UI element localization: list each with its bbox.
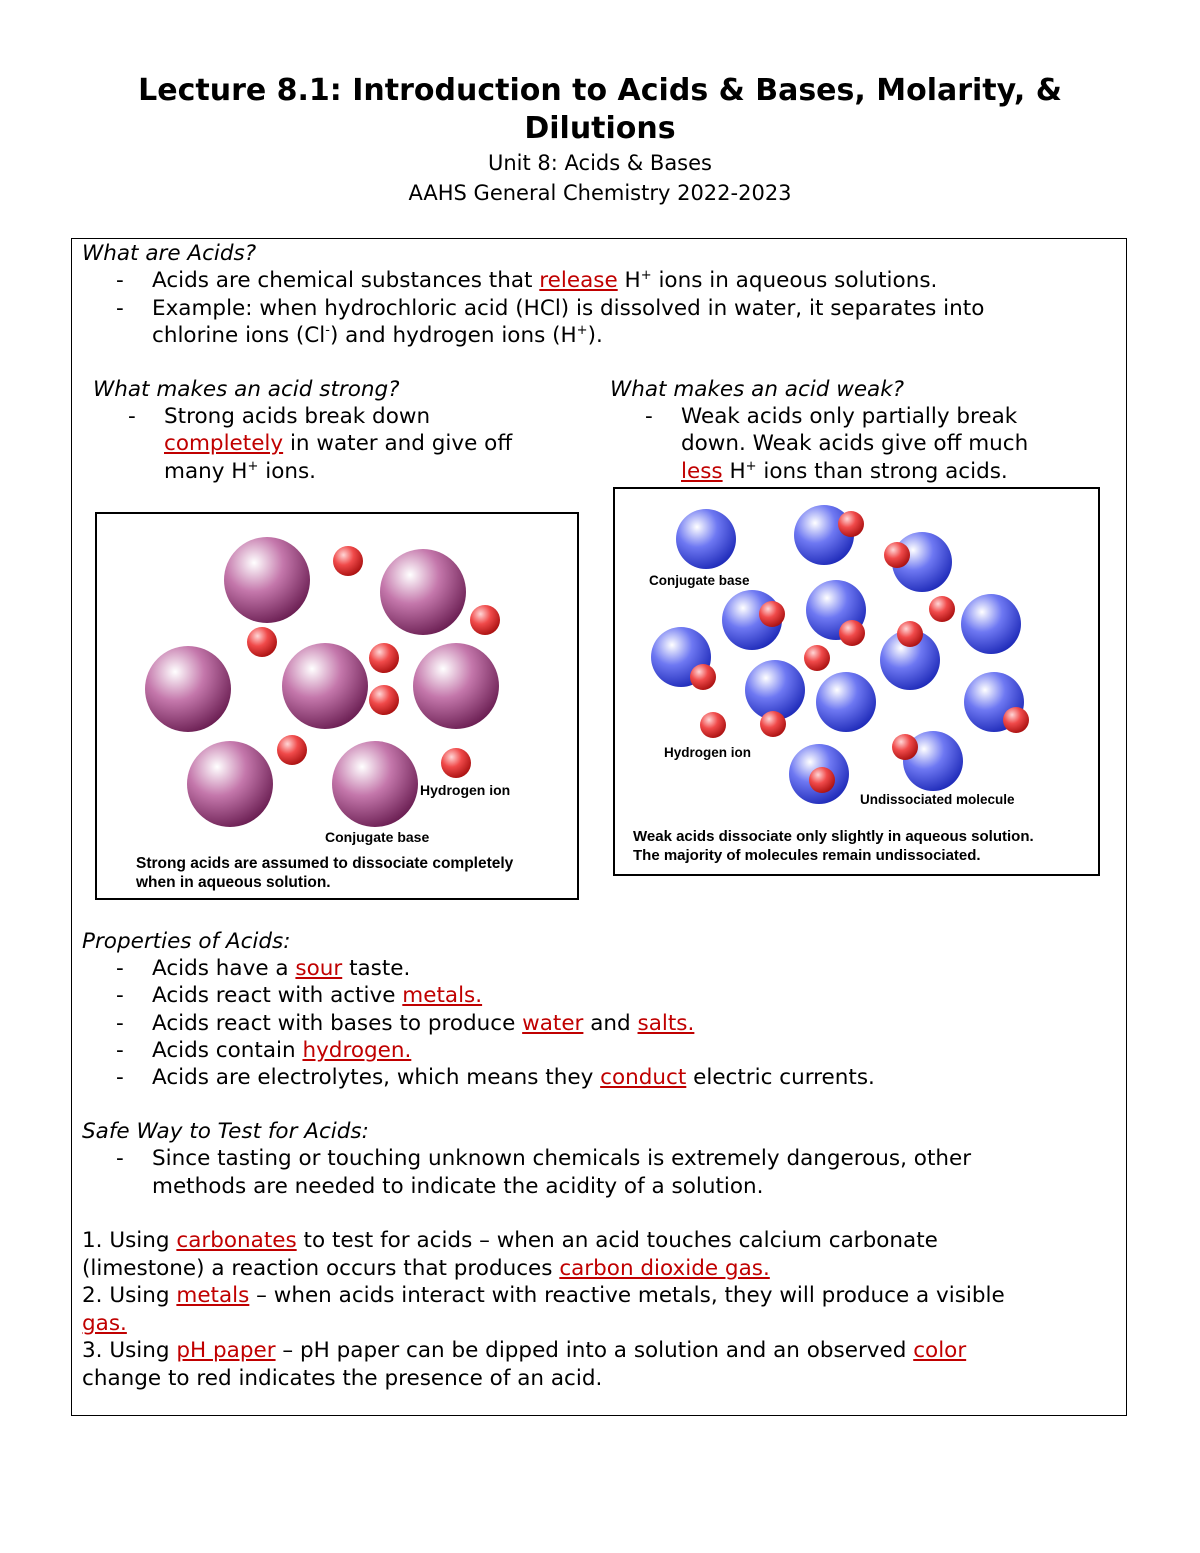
- weak-label-undissociated: Undissociated molecule: [860, 792, 1015, 807]
- safe-heading: Safe Way to Test for Acids:: [82, 1119, 369, 1144]
- bullet-dash: -: [116, 983, 124, 1008]
- hydrogen-ion-ball: [1003, 707, 1029, 733]
- hydrogen-ion-ball: [884, 542, 910, 568]
- blank-salts: salts.: [637, 1011, 695, 1036]
- hydrogen-ion-ball: [247, 627, 277, 657]
- strong-caption-1: Strong acids are assumed to dissociate completely: [136, 855, 514, 872]
- weak-line-3: less H+ ions than strong acids.: [681, 458, 1008, 484]
- unit-subtitle: Unit 8: Acids & Bases: [488, 151, 712, 175]
- method-2-line-2: [82, 1310, 127, 1337]
- hydrogen-ion-ball: [804, 645, 830, 671]
- conjugate-base-ball: [413, 643, 499, 729]
- weak-line-2: down. Weak acids give off much: [681, 431, 1029, 456]
- blank-carbonates: carbonates: [176, 1228, 297, 1253]
- blank-color: color: [913, 1338, 967, 1363]
- strong-heading: What makes an acid strong?: [93, 377, 400, 402]
- conjugate-base-ball: [380, 549, 466, 635]
- bullet-dash: -: [116, 1011, 124, 1036]
- acids-bullet-2-line-1: Example: when hydrochloric acid (HCl) is dissolved in water, it separates into: [152, 296, 985, 321]
- hydrogen-ion-ball: [369, 685, 399, 715]
- bullet-dash: -: [116, 268, 124, 293]
- acids-bullet-2-line-2: chlorine ions (Cl-) and hydrogen ions (H+).: [152, 322, 603, 348]
- blank-completely: completely: [164, 431, 284, 456]
- blank-gas: gas.: [82, 1311, 127, 1336]
- bullet-dash: -: [116, 296, 124, 321]
- strong-acid-figure: [95, 512, 579, 900]
- conjugate-base-ball: [187, 741, 273, 827]
- hydrogen-ion-ball: [929, 596, 955, 622]
- bullet-dash: -: [116, 1065, 124, 1090]
- bullet-dash: -: [116, 956, 124, 981]
- bullet-dash: -: [116, 1038, 124, 1063]
- weak-label-base: Conjugate base: [649, 573, 750, 588]
- conjugate-base-ball: [282, 643, 368, 729]
- properties-heading: Properties of Acids:: [82, 929, 291, 954]
- blank-release: release: [539, 268, 618, 293]
- method-3-line-2: change to red indicates the presence of an acid.: [82, 1366, 603, 1391]
- blank-metals: metals.: [402, 983, 483, 1008]
- weak-caption-1: Weak acids dissociate only slightly in aqueous solution.: [633, 828, 1034, 845]
- conjugate-base-ball: [961, 594, 1021, 654]
- method-1-line-2: (limestone) a reaction occurs that produces carbon dioxide gas.: [82, 1256, 770, 1281]
- strong-line-2: completely in water and give off: [164, 431, 513, 456]
- hydrogen-ion-ball: [700, 712, 726, 738]
- weak-heading: What makes an acid weak?: [610, 377, 905, 402]
- hydrogen-ion-ball: [897, 621, 923, 647]
- strong-line-3: many H+ ions.: [164, 458, 317, 484]
- hydrogen-ion-ball: [838, 511, 864, 537]
- bullet-dash: -: [116, 1146, 124, 1171]
- blank-water: water: [522, 1011, 584, 1036]
- strong-label-hydrogen: Hydrogen ion: [420, 782, 511, 798]
- blank-carbon-dioxide: carbon dioxide gas.: [559, 1256, 770, 1281]
- hydrogen-ion-ball: [333, 546, 363, 576]
- conjugate-base-ball: [224, 537, 310, 623]
- hydrogen-ion-ball: [892, 734, 918, 760]
- hydrogen-ion-ball: [470, 605, 500, 635]
- conjugate-base-ball: [332, 741, 418, 827]
- method-3-line-1: 3. Using pH paper – pH paper can be dipped into a solution and an observed color: [82, 1338, 967, 1363]
- safe-bullet-line-1: Since tasting or touching unknown chemicals is extremely dangerous, other: [152, 1146, 972, 1171]
- bullet-dash: -: [128, 404, 136, 429]
- conjugate-base-ball: [676, 509, 736, 569]
- undissociated-ball: [745, 660, 805, 720]
- hydrogen-ion-ball: [760, 711, 786, 737]
- weak-label-hydrogen: Hydrogen ion: [664, 745, 751, 760]
- weak-line-1: Weak acids only partially break: [681, 404, 1018, 429]
- blank-less: less: [681, 459, 723, 484]
- conjugate-base-ball: [145, 646, 231, 732]
- safe-bullet-line-2: methods are needed to indicate the acidity of a solution.: [152, 1174, 764, 1199]
- property-4: Acids contain hydrogen.: [152, 1038, 412, 1063]
- bullet-dash: -: [645, 404, 653, 429]
- hydrogen-ion-ball: [839, 620, 865, 646]
- property-1: Acids have a sour taste.: [152, 956, 411, 981]
- weak-acid-figure: [613, 487, 1100, 876]
- strong-acid-diagram: [97, 514, 577, 898]
- acids-heading: What are Acids?: [82, 241, 257, 266]
- conjugate-base-ball: [816, 672, 876, 732]
- method-2-line-1: 2. Using metals – when acids interact with reactive metals, they will produce a visible: [82, 1283, 1005, 1308]
- title-line-1: Lecture 8.1: Introduction to Acids & Bases, Molarity, &: [138, 73, 1062, 108]
- weak-acid-diagram: [615, 489, 1098, 874]
- strong-caption-2: when in aqueous solution.: [136, 874, 331, 891]
- title-line-2: Dilutions: [524, 111, 676, 146]
- blank-ph-paper: pH paper: [176, 1338, 276, 1363]
- acids-bullet-1: Acids are chemical substances that release H+ ions in aqueous solutions.: [152, 267, 938, 293]
- property-2: Acids react with active metals.: [152, 983, 483, 1008]
- blank-metals-2: metals: [176, 1283, 250, 1308]
- strong-line-1: Strong acids break down: [164, 404, 431, 429]
- hydrogen-ion-ball: [759, 601, 785, 627]
- blank-sour: sour: [295, 956, 343, 981]
- method-1-line-1: 1. Using carbonates to test for acids – when an acid touches calcium carbonate: [82, 1228, 938, 1253]
- hydrogen-ion-ball: [369, 643, 399, 673]
- hydrogen-ion-ball: [809, 767, 835, 793]
- strong-label-base: Conjugate base: [325, 829, 430, 845]
- hydrogen-ion-ball: [277, 735, 307, 765]
- blank-hydrogen: hydrogen.: [302, 1038, 412, 1063]
- blank-conduct: conduct: [600, 1065, 687, 1090]
- property-5: Acids are electrolytes, which means they conduct electric currents.: [152, 1065, 875, 1090]
- weak-caption-2: The majority of molecules remain undissociated.: [633, 847, 981, 864]
- hydrogen-ion-ball: [441, 748, 471, 778]
- hydrogen-ion-ball: [690, 664, 716, 690]
- property-3: Acids react with bases to produce water and salts.: [152, 1011, 695, 1036]
- course-subtitle: AAHS General Chemistry 2022-2023: [408, 181, 792, 205]
